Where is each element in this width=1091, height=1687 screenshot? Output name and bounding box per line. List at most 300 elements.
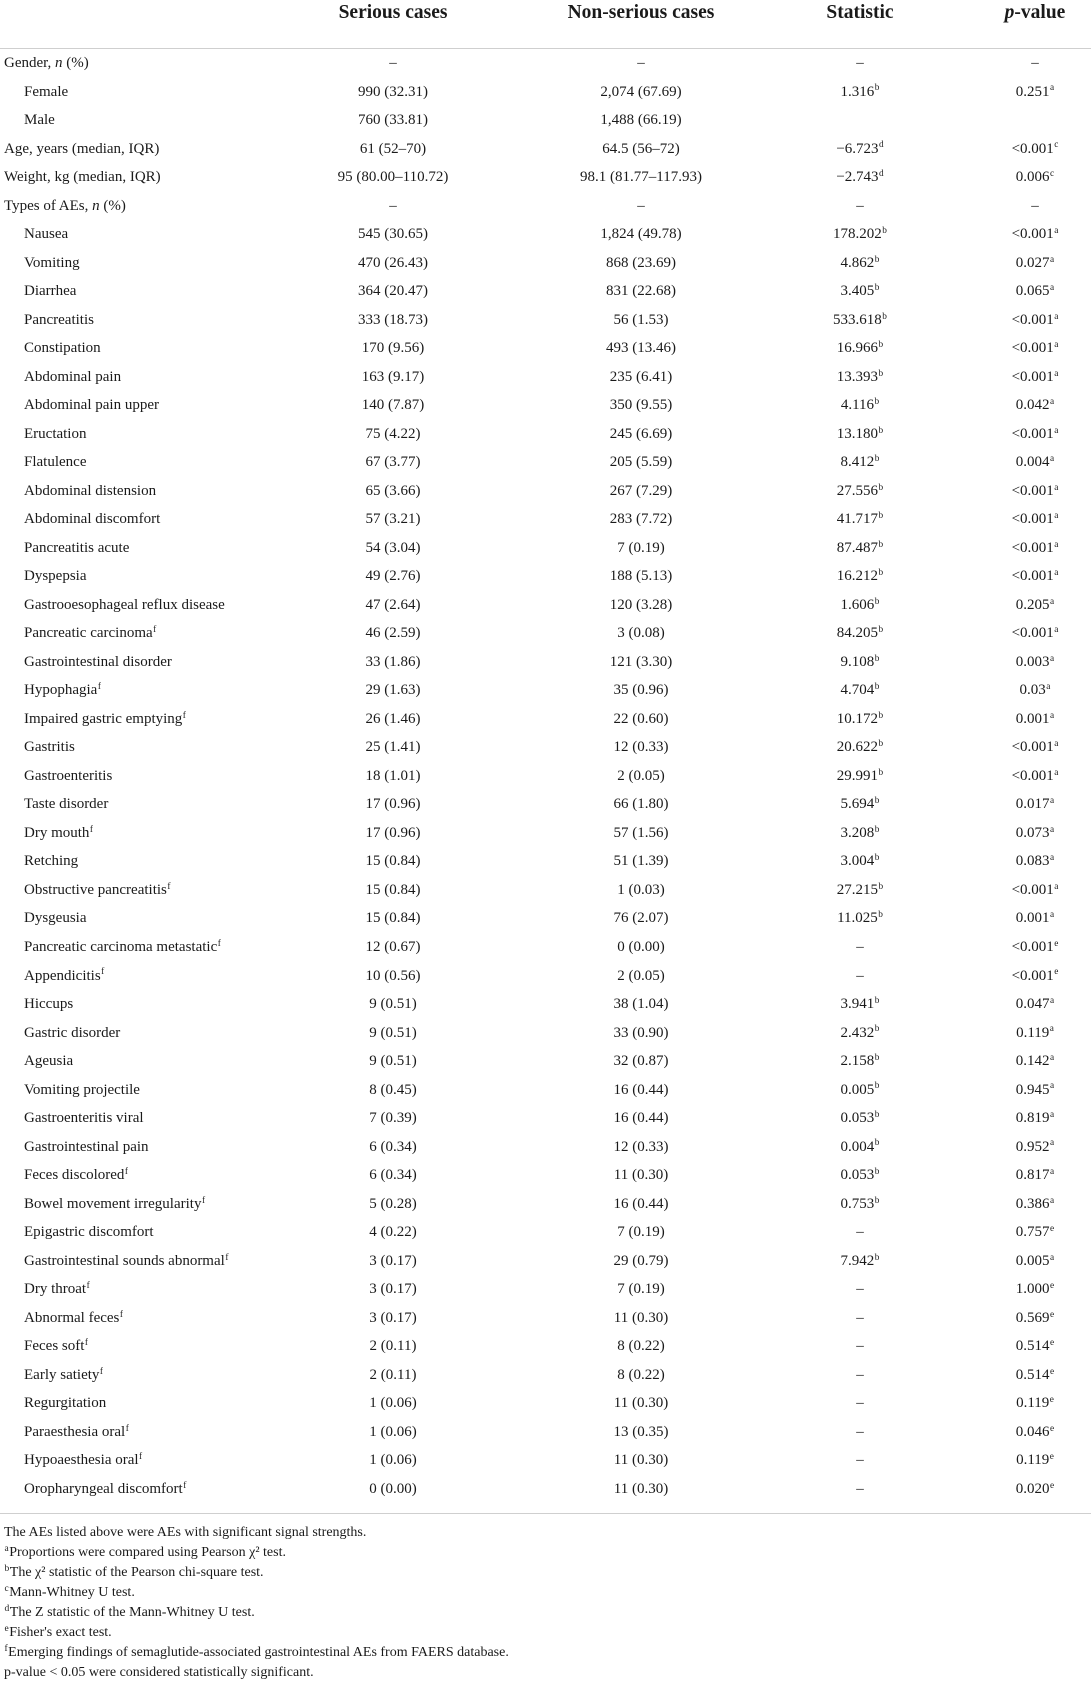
cell-value: 11 (0.30): [613, 1480, 669, 1497]
footnote-text: Proportions were compared using Pearson χ² test.: [9, 1545, 286, 1560]
row-label: [4, 163, 161, 192]
footnote-marker: b: [874, 254, 880, 265]
cell-statistic: [837, 477, 883, 506]
cell-non-serious-cases: [614, 1247, 669, 1276]
cell-value: –: [856, 1366, 864, 1383]
cell-p-value: [1012, 135, 1059, 164]
cell-p-value: [1012, 334, 1059, 363]
cell-non-serious-cases: [610, 648, 673, 677]
cell-non-serious-cases: [614, 1475, 668, 1504]
cell-p-value: [1031, 49, 1039, 78]
cell-statistic: [837, 762, 883, 791]
table-subrow: [0, 933, 1091, 962]
row-label-text: Weight, kg (median, IQR): [4, 169, 161, 186]
cell-non-serious-cases: [617, 933, 665, 962]
cell-non-serious-cases: [600, 220, 681, 249]
cell-value: 16 (0.44): [613, 1110, 669, 1127]
table-subrow: [0, 477, 1091, 506]
footnote-marker: a: [1046, 682, 1051, 693]
table-subrow: [0, 1247, 1091, 1276]
cell-value: 0.819: [1015, 1110, 1050, 1127]
cell-value: 1 (0.03): [617, 881, 665, 898]
row-label: [24, 420, 86, 449]
row-label-text: Constipation: [24, 340, 101, 357]
table-subrow: [0, 847, 1091, 876]
cell-value: −6.723: [836, 140, 879, 157]
row-label-text: Feces discolored: [24, 1167, 125, 1184]
cell-p-value: [1016, 1133, 1054, 1162]
cell-value: 10.172: [836, 710, 879, 727]
cell-value: 20.622: [836, 739, 879, 756]
footnote-marker: b: [874, 682, 880, 693]
cell-value: 0.119: [1016, 1452, 1050, 1469]
cell-statistic: [856, 1418, 864, 1447]
footnote-marker: b: [878, 340, 884, 351]
table-subrow: [0, 1361, 1091, 1390]
row-label-text: Ageusia: [24, 1053, 74, 1070]
cell-p-value: [1012, 477, 1059, 506]
cell-non-serious-cases: [610, 448, 673, 477]
cell-value: 66 (1.80): [613, 796, 669, 813]
cell-value: 0.020: [1015, 1480, 1050, 1497]
cell-non-serious-cases: [617, 1361, 665, 1390]
cell-non-serious-cases: [600, 78, 681, 107]
cell-value: 8 (0.45): [369, 1081, 417, 1098]
cell-statistic: [841, 1019, 880, 1048]
cell-p-value: [1016, 1161, 1054, 1190]
row-label-text: Abnormal feces: [24, 1309, 120, 1326]
footnote-marker: e: [1050, 1224, 1055, 1235]
cell-p-value: [1012, 933, 1059, 962]
footnote-marker: b: [874, 1052, 880, 1063]
footnote-marker: a: [1050, 710, 1055, 721]
row-label: [24, 1418, 129, 1447]
cell-statistic: [856, 1475, 864, 1504]
row-label: [24, 1104, 144, 1133]
cell-serious-cases: [366, 591, 421, 620]
cell-value: –: [389, 197, 397, 214]
table-subrow: [0, 448, 1091, 477]
cell-value: 0.001: [1015, 910, 1050, 927]
cell-value: 9 (0.51): [369, 1024, 417, 1041]
cell-value: <0.001: [1011, 967, 1054, 984]
row-label: [24, 78, 68, 107]
cell-value: 0.005: [1015, 1252, 1050, 1269]
footnote-marker: b: [878, 739, 884, 750]
footnote: [4, 1523, 1084, 1543]
cell-value: 245 (6.69): [609, 425, 673, 442]
cell-p-value: [1016, 1332, 1054, 1361]
cell-p-value: [1016, 591, 1054, 620]
cell-non-serious-cases: [614, 1389, 668, 1418]
row-label-text: Male: [24, 112, 55, 129]
cell-value: 22 (0.60): [613, 710, 669, 727]
cell-p-value: [1012, 534, 1059, 563]
row-label-text: Nausea: [24, 226, 69, 243]
cell-value: 17 (0.96): [365, 824, 421, 841]
table-body: [0, 49, 1091, 1503]
footnote-marker: a: [1050, 1138, 1055, 1149]
table-subrow: [0, 78, 1091, 107]
cell-serious-cases: [389, 49, 397, 78]
table-subrow: [0, 676, 1091, 705]
footnote: [4, 1623, 1084, 1643]
cell-p-value: [1016, 1019, 1054, 1048]
cell-p-value: [1012, 733, 1059, 762]
cell-value: 7 (0.19): [617, 539, 665, 556]
table-subrow: [0, 420, 1091, 449]
table-footnotes: [4, 1523, 1084, 1683]
cell-value: 49 (2.76): [365, 568, 421, 585]
column-header-non-serious-cases: Non-serious cases: [567, 2, 715, 23]
cell-non-serious-cases: [614, 306, 669, 335]
footnote-marker: f: [139, 1452, 143, 1463]
footnote-marker: b: [874, 853, 880, 864]
cell-serious-cases: [370, 1332, 417, 1361]
table-subrow: [0, 562, 1091, 591]
cell-value: 2 (0.11): [369, 1338, 417, 1355]
cell-serious-cases: [358, 277, 428, 306]
footnote-marker: f: [99, 1366, 103, 1377]
row-label-text: Vomiting projectile: [24, 1081, 140, 1098]
table-subrow: [0, 1332, 1091, 1361]
footnote-marker: f: [84, 1338, 89, 1349]
cell-value: <0.001: [1011, 539, 1054, 556]
cell-value: 98.1 (81.77–117.93): [580, 169, 702, 186]
cell-value: 0.003: [1015, 653, 1050, 670]
row-label: [24, 448, 86, 477]
cell-value: 35 (0.96): [613, 682, 669, 699]
cell-serious-cases: [366, 477, 421, 506]
cell-serious-cases: [366, 648, 421, 677]
cell-value: 15 (0.84): [365, 910, 421, 927]
row-label: [24, 819, 93, 848]
cell-value: 11 (0.30): [613, 1395, 669, 1412]
row-label: [24, 790, 108, 819]
footnote-marker: b: [874, 397, 880, 408]
footnote-marker: a: [1054, 511, 1059, 522]
cell-statistic: [856, 1275, 864, 1304]
row-label: [24, 705, 186, 734]
table-subrow: [0, 876, 1091, 905]
cell-value: 0.053: [840, 1110, 875, 1127]
cell-statistic: [841, 676, 880, 705]
cell-non-serious-cases: [617, 534, 665, 563]
cell-statistic: [841, 1076, 880, 1105]
cell-serious-cases: [369, 1133, 417, 1162]
cell-value: 0.017: [1015, 796, 1050, 813]
cell-serious-cases: [366, 448, 421, 477]
cell-value: 2.158: [840, 1053, 875, 1070]
cell-serious-cases: [369, 1104, 417, 1133]
cell-value: 163 (9.17): [361, 368, 425, 385]
cell-value: 0.004: [840, 1138, 875, 1155]
footnote-marker: e: [1050, 1309, 1055, 1320]
footnote-marker: f: [167, 881, 171, 892]
footnote-marker: a: [1050, 596, 1055, 607]
cell-value: –: [637, 197, 645, 214]
row-label-text: Pancreatitis acute: [24, 539, 130, 556]
cell-statistic: [856, 1361, 864, 1390]
cell-non-serious-cases: [614, 733, 669, 762]
cell-value: <0.001: [1011, 482, 1054, 499]
footnote-marker: f: [125, 1423, 129, 1434]
row-label-text: Regurgitation: [24, 1395, 107, 1412]
cell-serious-cases: [358, 106, 428, 135]
footnote-marker: b: [878, 767, 884, 778]
footnote-marker: b: [878, 368, 884, 379]
cell-value: 12 (0.67): [365, 938, 421, 955]
cell-p-value: [1016, 249, 1054, 278]
footnote-marker: a: [4, 1544, 9, 1555]
cell-value: 3.208: [840, 824, 875, 841]
cell-value: 170 (9.56): [361, 340, 425, 357]
footnote: [4, 1563, 1084, 1583]
cell-non-serious-cases: [614, 705, 669, 734]
cell-serious-cases: [366, 876, 421, 905]
row-label: [24, 619, 156, 648]
cell-non-serious-cases: [614, 1304, 668, 1333]
cell-p-value: [1012, 962, 1059, 991]
cell-value: 3.405: [840, 283, 875, 300]
cell-value: 0.004: [1015, 454, 1050, 471]
cell-statistic: [841, 1247, 880, 1276]
cell-value: <0.001: [1011, 938, 1054, 955]
cell-serious-cases: [369, 1161, 417, 1190]
row-label-text: Pancreatic carcinoma: [24, 625, 153, 642]
row-label: [24, 534, 129, 563]
cell-non-serious-cases: [610, 477, 673, 506]
cell-value: 0.03: [1019, 682, 1046, 699]
cell-statistic: [833, 220, 887, 249]
row-label-text: Gastrointestinal sounds abnormal: [24, 1252, 225, 1269]
table-subrow: [0, 733, 1091, 762]
footnote-text: The AEs listed above were AEs with significant signal strengths.: [4, 1525, 367, 1540]
cell-value: 140 (7.87): [361, 397, 425, 414]
row-label-text: Gastroenteritis viral: [24, 1110, 144, 1127]
cell-p-value: [1016, 163, 1054, 192]
footnote-marker: f: [225, 1252, 229, 1263]
table-subrow: [0, 1104, 1091, 1133]
footnote-marker: f: [101, 967, 105, 978]
cell-serious-cases: [362, 334, 425, 363]
cell-non-serious-cases: [614, 790, 669, 819]
cell-non-serious-cases: [617, 762, 665, 791]
cell-non-serious-cases: [617, 1275, 665, 1304]
footnote-marker: f: [4, 1644, 8, 1655]
cell-serious-cases: [366, 733, 421, 762]
table-subrow: [0, 334, 1091, 363]
footnote-marker: e: [1049, 1395, 1054, 1406]
cell-serious-cases: [366, 819, 421, 848]
cell-value: 16.966: [836, 340, 879, 357]
row-label-italic: n: [92, 197, 100, 214]
cell-value: 235 (6.41): [609, 368, 673, 385]
row-label-text: Types of AEs,: [4, 197, 93, 214]
cell-value: –: [856, 1395, 864, 1412]
cell-value: 0.083: [1015, 853, 1050, 870]
cell-value: 188 (5.13): [609, 568, 673, 585]
row-label: [24, 306, 94, 335]
cell-statistic: [856, 1446, 864, 1475]
cell-value: 11 (0.30): [613, 1452, 669, 1469]
footnote-marker: f: [183, 1480, 187, 1491]
cell-value: 84.205: [836, 625, 879, 642]
footnote-marker: c: [1050, 168, 1055, 179]
cell-value: 7.942: [840, 1252, 875, 1269]
row-label: [24, 363, 121, 392]
cell-value: 4 (0.22): [369, 1224, 417, 1241]
cell-serious-cases: [366, 790, 421, 819]
row-label: [24, 676, 101, 705]
cell-value: 15 (0.84): [365, 881, 421, 898]
cell-value: 1.316: [840, 83, 875, 100]
cell-serious-cases: [366, 962, 421, 991]
cell-value: 12 (0.33): [613, 739, 669, 756]
cell-value: 41.717: [836, 511, 879, 528]
cell-non-serious-cases: [617, 962, 665, 991]
cell-value: 2 (0.05): [617, 967, 665, 984]
cell-non-serious-cases: [610, 505, 673, 534]
cell-value: –: [856, 1452, 864, 1469]
row-label-text: Pancreatitis: [24, 311, 94, 328]
cell-serious-cases: [366, 847, 421, 876]
row-label: [24, 1475, 186, 1504]
footnote-marker: a: [1050, 995, 1055, 1006]
cell-p-value: [1016, 78, 1054, 107]
cell-serious-cases: [358, 220, 428, 249]
cell-non-serious-cases: [614, 1418, 669, 1447]
row-label: [24, 220, 68, 249]
cell-value: 3 (0.08): [617, 625, 665, 642]
footnote-marker: a: [1050, 1167, 1055, 1177]
cell-statistic: [837, 904, 883, 933]
table-subrow: [0, 1076, 1091, 1105]
cell-non-serious-cases: [610, 562, 673, 591]
cell-p-value: [1016, 1190, 1054, 1219]
cell-value: 0.119: [1016, 1024, 1050, 1041]
cell-serious-cases: [366, 933, 421, 962]
cell-value: 61 (52–70): [359, 140, 427, 157]
cell-p-value: [1012, 876, 1059, 905]
cell-value: 1 (0.06): [369, 1452, 417, 1469]
cell-value: 75 (4.22): [365, 425, 421, 442]
cell-p-value: [1020, 676, 1051, 705]
cell-value: 283 (7.72): [609, 511, 673, 528]
row-label-text: Taste disorder: [24, 796, 109, 813]
cell-value: 29.991: [836, 767, 879, 784]
cell-value: –: [856, 1423, 864, 1440]
cell-value: <0.001: [1011, 881, 1054, 898]
cell-serious-cases: [338, 163, 449, 192]
cell-value: 545 (30.65): [358, 226, 428, 243]
footnote-marker: a: [1050, 397, 1055, 408]
footnote-marker: b: [874, 596, 880, 607]
cell-non-serious-cases: [614, 1446, 668, 1475]
cell-serious-cases: [366, 904, 421, 933]
cell-statistic: [856, 933, 864, 962]
footnote-text: Fisher's exact test.: [9, 1625, 112, 1640]
cell-value: <0.001: [1011, 511, 1054, 528]
cell-value: 3.941: [840, 996, 875, 1013]
cell-value: –: [856, 967, 864, 984]
cell-value: 26 (1.46): [365, 710, 421, 727]
cell-statistic: [841, 78, 880, 107]
row-label-text: Appendicitis: [24, 967, 101, 984]
cell-statistic: [841, 1133, 880, 1162]
cell-statistic: [841, 591, 880, 620]
row-label: [4, 135, 159, 164]
cell-value: 67 (3.77): [365, 454, 421, 471]
footnote-marker: b: [874, 1081, 880, 1092]
cell-serious-cases: [369, 1475, 417, 1504]
cell-value: 2,074 (67.69): [600, 83, 682, 100]
cell-value: 6 (0.34): [369, 1138, 417, 1155]
row-label-text: Gastritis: [24, 739, 75, 756]
footnote-text: p-value < 0.05 were considered statistically significant.: [4, 1665, 314, 1680]
cell-value: 1,824 (49.78): [600, 226, 682, 243]
cell-p-value: [1016, 1076, 1054, 1105]
footnote-marker: a: [1050, 853, 1055, 864]
row-label: [24, 1332, 88, 1361]
cell-value: –: [856, 55, 864, 71]
cell-non-serious-cases: [614, 1190, 669, 1219]
cell-value: <0.001: [1011, 739, 1054, 756]
cell-p-value: [1016, 847, 1054, 876]
footnote-marker: a: [1050, 83, 1055, 94]
cell-p-value: [1012, 505, 1059, 534]
footnote-marker: b: [874, 1195, 880, 1206]
cell-value: 54 (3.04): [365, 539, 421, 556]
cell-value: 18 (1.01): [365, 767, 421, 784]
cell-value: 64.5 (56–72): [602, 140, 680, 157]
row-label: [24, 847, 78, 876]
footnote-marker: b: [874, 824, 880, 835]
row-label: [24, 876, 170, 905]
cell-value: 13.180: [836, 425, 879, 442]
cell-non-serious-cases: [617, 876, 665, 905]
row-label-text: Dyspepsia: [24, 568, 87, 585]
footnote-marker: e: [1054, 967, 1059, 978]
cell-value: 0.753: [840, 1195, 875, 1212]
cell-serious-cases: [362, 391, 425, 420]
footnote-marker: b: [878, 539, 884, 550]
cell-p-value: [1012, 306, 1059, 335]
footnote-marker: b: [878, 910, 883, 921]
footnote-marker: b: [878, 511, 884, 522]
cell-p-value: [1016, 1304, 1054, 1333]
row-label-text: Retching: [24, 853, 79, 870]
cell-value: 76 (2.07): [613, 910, 669, 927]
cell-value: 95 (80.00–110.72): [337, 169, 449, 186]
cell-value: 15 (0.84): [365, 853, 421, 870]
row-label: [24, 648, 172, 677]
cell-statistic: [841, 819, 880, 848]
cell-value: –: [856, 1309, 864, 1326]
table-subrow: [0, 277, 1091, 306]
row-label-text: Impaired gastric emptying: [24, 710, 183, 727]
cell-statistic: [836, 163, 883, 192]
cell-value: –: [856, 1338, 864, 1355]
footnote-marker: a: [1050, 824, 1055, 835]
footnote-marker: b: [878, 568, 884, 579]
table-subrow: [0, 648, 1091, 677]
footnote-marker: b: [874, 796, 880, 807]
table-subrow: [0, 306, 1091, 335]
cell-value: 57 (3.21): [365, 511, 421, 528]
row-label: [24, 1190, 205, 1219]
cell-value: 8.412: [840, 454, 875, 471]
